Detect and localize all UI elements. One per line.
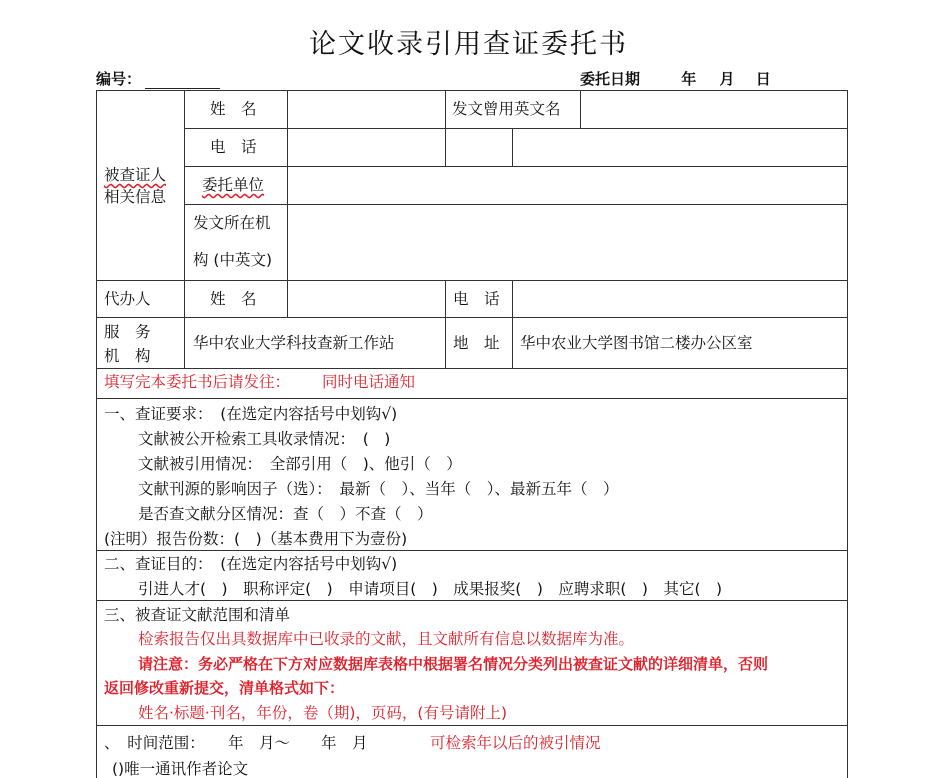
entrust-date-field xyxy=(580,68,771,89)
section3-list-format: 姓名·标题·刊名，年份，卷（期)，页码，(有号请附上) xyxy=(138,704,507,722)
section2-heading: 二、查证目的： (在选定内容括号中划钩√) xyxy=(104,555,398,573)
section1-heading: 一、查证要求： (在选定内容括号中划钩√) xyxy=(104,405,398,423)
subject-group-label-1: 被查证人 xyxy=(104,166,167,184)
month-label: 月 xyxy=(719,70,735,88)
entrust-date-label: 委托日期 xyxy=(580,70,641,88)
address-label: 地 址 xyxy=(453,334,500,352)
service-label-1: 服 务 xyxy=(104,323,151,341)
institution-label-1: 发文所在机 xyxy=(193,214,271,232)
section2-purpose-options[interactable]: 引进人才( ) 职称评定( ) 申请项目( ) 成果报奖( ) 应聘求职( ) 其它( ) xyxy=(138,580,723,598)
phone-notice: 同时电话通知 xyxy=(322,373,416,391)
serial-number-field xyxy=(96,68,220,89)
agent-phone-input[interactable] xyxy=(516,284,841,314)
agent-label: 代办人 xyxy=(104,290,151,308)
section3-warning-line1: 请注意：务必严格在下方对应数据库表格中根据署名情况分类列出被查证文献的详细清单，否则 xyxy=(138,655,769,673)
year-label: 年 xyxy=(681,70,697,88)
subject-phone-input[interactable] xyxy=(291,131,441,163)
subject-name-label: 姓 名 xyxy=(210,100,257,118)
entrust-unit-label: 委托单位 xyxy=(202,176,265,194)
agent-name-label: 姓 名 xyxy=(210,290,257,308)
entrust-unit-input[interactable] xyxy=(291,169,841,201)
service-label-2: 机 构 xyxy=(104,347,151,365)
section1-citation-option[interactable]: 文献被引用情况： 全部引用（ )、他引（ ） xyxy=(138,455,462,473)
time-range-note: 可检索年以后的被引情况 xyxy=(430,734,601,752)
day-label: 日 xyxy=(755,70,771,88)
section1-indexing-option[interactable]: 文献被公开检索工具收录情况： ( ) xyxy=(138,430,391,448)
service-org: 华中农业大学科技查新工作站 xyxy=(193,334,395,352)
english-name-label: 发文曾用英文名 xyxy=(452,100,561,118)
agent-name-input[interactable] xyxy=(291,284,441,314)
page-title: 论文收录引用查证委托书 xyxy=(309,29,628,60)
section3-note-database: 检索报告仅出具数据库中已收录的文献，且文献所有信息以数据库为准。 xyxy=(138,630,635,648)
subject-name-input[interactable] xyxy=(291,93,441,125)
english-name-input[interactable] xyxy=(584,93,844,125)
institution-input[interactable] xyxy=(291,208,841,276)
institution-label-2: 构 (中英文) xyxy=(193,251,273,269)
serial-number-blank[interactable] xyxy=(145,74,220,89)
subject-phone-label: 电 话 xyxy=(210,138,257,156)
section1-impact-factor-option[interactable]: 文献刊源的影响因子（选）： 最新（ ）、当年（ ）、最新五年（ ） xyxy=(138,480,619,498)
address-value: 华中农业大学图书馆二楼办公区室 xyxy=(520,334,753,352)
section1-report-copies[interactable]: (注明）报告份数：( )（基本费用下为壹份) xyxy=(104,530,408,548)
section3-heading: 三、被查证文献范围和清单 xyxy=(104,606,291,624)
time-range-field[interactable]: 、 时间范围： 年 月～ 年 月 xyxy=(104,734,368,752)
section1-partition-option[interactable]: 是否查文献分区情况：查（ ）不查（ ） xyxy=(138,505,433,523)
agent-phone-label: 电 话 xyxy=(453,290,500,308)
send-to-notice: 填写完本委托书后请发往： xyxy=(104,373,291,391)
sole-corresponding-author-option[interactable]: ()唯一通讯作者论文 xyxy=(112,760,249,778)
subject-group-label-2: 相关信息 xyxy=(104,188,167,206)
section3-warning-line2: 返回修改重新提交，清单格式如下： xyxy=(104,679,345,697)
serial-number-label: 编号： xyxy=(96,70,142,88)
